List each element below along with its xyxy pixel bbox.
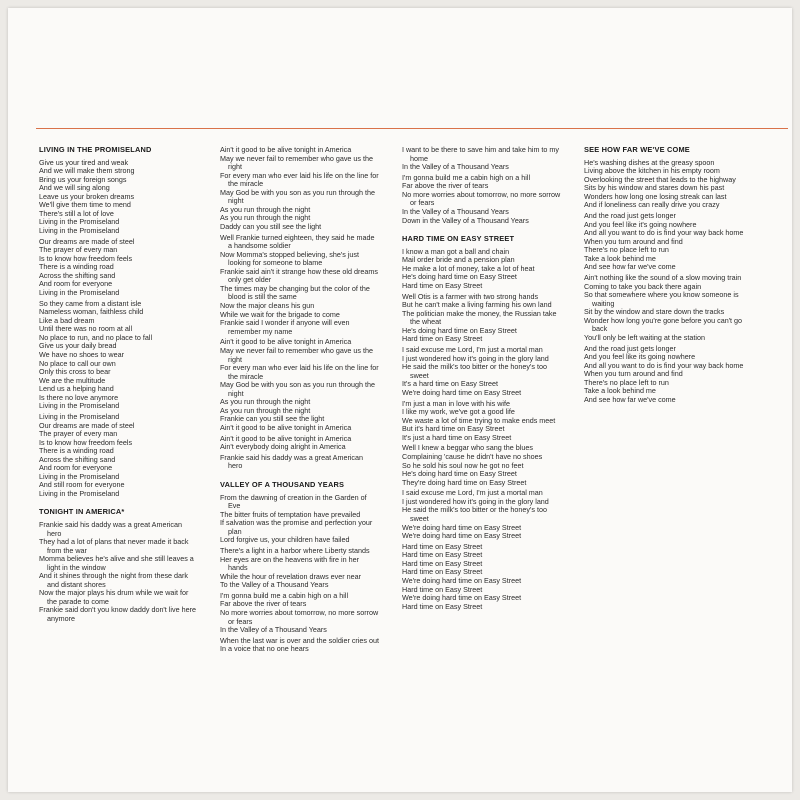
lyric-line: Ain't nothing like the sound of a slow moving train xyxy=(584,273,742,283)
lyric-line: Living in the Promiseland xyxy=(39,217,120,227)
lyrics-page xyxy=(8,8,792,792)
lyric-line: home xyxy=(410,153,428,163)
lyric-line: Living in the Promiseland xyxy=(39,488,120,498)
lyric-line: We'll give them time to mend xyxy=(39,200,131,210)
lyric-line: Lord forgive us, your children have failed xyxy=(220,535,350,545)
lyric-line: I want to be there to save him and take him to my xyxy=(402,145,560,154)
lyrics-column-3 xyxy=(402,146,588,613)
lyric-line: Eve xyxy=(228,501,241,511)
lyric-line: And we will make them strong xyxy=(39,166,135,176)
lyric-line: He said the milk's too bitter or the honey's too xyxy=(402,505,547,515)
lyric-line: Complaining 'cause he didn't have no shoes xyxy=(402,451,543,461)
lyric-line: While we wait for the brigade to come xyxy=(220,309,340,319)
lyric-line: In the Valley of a Thousand Years xyxy=(402,207,509,217)
lyric-line: I just wondered how it's going in the glory land xyxy=(402,353,549,363)
lyric-line: Sits by his window and stares down his past xyxy=(584,183,725,193)
lyric-line: We're doing hard time on Easy Street xyxy=(402,522,522,532)
lyric-line: We are the multitude xyxy=(39,375,106,385)
stanza xyxy=(402,146,588,172)
lyric-line: As you run through the night xyxy=(220,204,311,214)
lyric-line: only get older xyxy=(228,275,272,285)
lyric-line: Wonders how long one losing streak can last xyxy=(584,191,727,201)
lyric-line: Ain't it good to be alive tonight in America xyxy=(220,145,352,154)
lyric-line: Hard time on Easy Street xyxy=(402,567,483,577)
lyric-line: Across the shifting sand xyxy=(39,270,116,280)
lyric-line: So that somewhere where you know someone is xyxy=(584,290,739,300)
lyric-line: For every man who ever laid his life on the line for xyxy=(220,363,379,373)
stanza xyxy=(402,400,588,443)
lyric-line: We have no shoes to wear xyxy=(39,349,124,359)
lyric-line: No more worries about tomorrow, no more sorrow xyxy=(220,608,379,618)
song-title: VALLEY OF A THOUSAND YEARS xyxy=(220,479,345,489)
lyric-line: Daddy can you still see the light xyxy=(220,221,322,231)
lyric-line: Well Otis is a farmer with two strong hands xyxy=(402,291,539,301)
lyric-line: and distant shores xyxy=(47,579,106,589)
lyric-line: Now the major plays his drum while we wait for xyxy=(39,588,189,598)
lyric-line: We're doing hard time on Easy Street xyxy=(402,593,522,603)
lyric-line: Frankie can you still see the light xyxy=(220,414,325,424)
lyric-line: or fears xyxy=(410,198,435,208)
lyric-line: Down in the Valley of a Thousand Years xyxy=(402,215,529,225)
lyric-line: He said the milk's too bitter or the honey's too xyxy=(402,362,547,372)
stanza xyxy=(220,547,400,590)
lyric-line: I'm gonna build me a cabin high on a hill xyxy=(220,590,349,600)
lyric-line: hero xyxy=(47,528,62,538)
lyric-line: And all you want to do is find your way back home xyxy=(584,360,744,370)
lyric-line: Hard time on Easy Street xyxy=(402,541,483,551)
stanza xyxy=(402,174,588,225)
lyric-line: We're doing hard time on Easy Street xyxy=(402,387,522,397)
lyric-line: Living in the Promiseland xyxy=(39,471,120,481)
lyric-line: In the Valley of a Thousand Years xyxy=(220,625,327,635)
stanza xyxy=(220,234,400,337)
lyric-line: The times may be changing but the color of the xyxy=(220,283,370,293)
lyric-line: The prayer of every man xyxy=(39,429,118,439)
lyric-line: We waste a lot of time trying to make ends meet xyxy=(402,415,556,425)
lyric-line: They had a lot of plans that never made it back xyxy=(39,537,189,547)
lyric-line: And you feel like its going nowhere xyxy=(584,352,696,362)
lyric-line: looking for someone to blame xyxy=(228,258,323,268)
lyric-line: Hard time on Easy Street xyxy=(402,601,483,611)
lyric-line: There is a winding road xyxy=(39,446,114,456)
lyric-line: I just wondered how it's going in the glory land xyxy=(402,496,549,506)
lyric-line: From the dawning of creation in the Garden of xyxy=(220,492,367,502)
lyric-line: For every man who ever laid his life on the line for xyxy=(220,170,379,180)
lyric-line: Frankie said his daddy was a great American xyxy=(39,519,183,529)
song-title: LIVING IN THE PROMISELAND xyxy=(39,145,152,154)
song-section xyxy=(220,481,400,654)
lyric-line: Across the shifting sand xyxy=(39,454,116,464)
lyric-line: a handsome soldier xyxy=(228,241,291,251)
stanza xyxy=(220,146,400,231)
lyric-line: Give us your daily bread xyxy=(39,341,117,351)
lyric-line: And the road just gets longer xyxy=(584,343,676,353)
stanza xyxy=(402,489,588,540)
lyric-line: He's washing dishes at the greasy spoon xyxy=(584,157,715,167)
lyric-line: the miracle xyxy=(228,179,264,189)
header-rule xyxy=(36,128,788,129)
lyric-line: Is to know how freedom feels xyxy=(39,253,133,263)
lyric-line: Ain't it good to be alive tonight in America xyxy=(220,422,352,432)
lyric-line: back xyxy=(592,324,608,334)
lyric-line: When you turn around and find xyxy=(584,236,683,246)
lyric-line: It's just a hard time on Easy Street xyxy=(402,432,512,442)
lyric-line: Sit by the window and stare down the tracks xyxy=(584,307,725,317)
lyric-line: Take a look behind me xyxy=(584,386,656,396)
lyric-line: The bitter fruits of temptation have prevailed xyxy=(220,509,361,519)
stanza xyxy=(584,159,788,210)
lyric-line: He's doing hard time on Easy Street xyxy=(402,272,517,282)
lyric-line: And the road just gets longer xyxy=(584,211,676,221)
lyric-line: hands xyxy=(228,563,248,573)
lyric-line: Frankie said his daddy was a great American xyxy=(220,452,364,462)
lyric-line: And we will sing along xyxy=(39,183,110,193)
stanza xyxy=(220,338,400,432)
stanza xyxy=(402,543,588,611)
lyric-line: So they came from a distant isle xyxy=(39,298,142,308)
lyric-line: May God be with you son as you run through the xyxy=(220,380,376,390)
lyric-line: Living in the Promiseland xyxy=(39,401,120,411)
lyric-line: Bring us your foreign songs xyxy=(39,174,127,184)
stanza xyxy=(39,159,217,236)
lyric-line: Take a look behind me xyxy=(584,253,656,263)
lyric-line: And room for everyone xyxy=(39,463,113,473)
lyric-line: But it's hard time on Easy Street xyxy=(402,424,505,434)
stanza xyxy=(220,637,400,654)
lyric-line: The politician make the money, the Russian take xyxy=(402,308,557,318)
lyric-line: I know a man got a ball and chain xyxy=(402,246,510,256)
lyric-line: or fears xyxy=(228,616,253,626)
lyric-line: I'm just a man in love with his wife xyxy=(402,398,511,408)
song-section xyxy=(39,508,217,623)
lyric-line: May we never fail to remember who gave us the xyxy=(220,153,374,163)
lyric-line: Hard time on Easy Street xyxy=(402,334,483,344)
lyric-line: He make a lot of money, take a lot of heat xyxy=(402,263,535,273)
lyric-line: Far above the river of tears xyxy=(220,599,307,609)
lyric-line: No place to call our own xyxy=(39,358,116,368)
stanza xyxy=(584,212,788,272)
lyric-line: May we never fail to remember who gave us the xyxy=(220,345,374,355)
lyric-line: Living above the kitchen in his empty room xyxy=(584,166,720,176)
stanza xyxy=(584,345,788,405)
lyric-line: We're doing hard time on Easy Street xyxy=(402,531,522,541)
lyric-line: the miracle xyxy=(228,371,264,381)
lyric-line: As you run through the night xyxy=(220,213,311,223)
lyric-line: the wheat xyxy=(410,317,442,327)
lyric-line: blood is still the same xyxy=(228,292,297,302)
lyric-line: Ain't everybody doing alright in America xyxy=(220,442,346,452)
lyric-line: Hard time on Easy Street xyxy=(402,550,483,560)
lyric-line: It's a hard time on Easy Street xyxy=(402,379,499,389)
song-section xyxy=(402,235,588,611)
lyric-line: If salvation was the promise and perfection your xyxy=(220,518,373,528)
lyric-line: I'm gonna build me a cabin high on a hill xyxy=(402,172,531,182)
lyric-line: Well Frankie turned eighteen, they said he made xyxy=(220,232,375,242)
lyric-line: Is there no love anymore xyxy=(39,392,119,402)
song-section xyxy=(39,146,217,498)
lyric-line: But he can't make a living farming his own land xyxy=(402,300,552,310)
lyric-line: And all you want to do is find your way back home xyxy=(584,228,744,238)
stanza xyxy=(402,444,588,487)
stanza xyxy=(402,293,588,344)
lyric-line: While the hour of revelation draws ever near xyxy=(220,571,362,581)
lyric-line: He's doing hard time on Easy Street xyxy=(402,325,517,335)
lyric-line: There's no place left to run xyxy=(584,377,669,387)
lyric-line: Our dreams are made of steel xyxy=(39,236,135,246)
lyric-line: Give us your tired and weak xyxy=(39,157,129,167)
lyric-line: No place to run, and no place to fall xyxy=(39,332,153,342)
stanza xyxy=(39,238,217,298)
lyric-line: We're doing hard time on Easy Street xyxy=(402,576,522,586)
lyric-line: I said excuse me Lord, I'm just a mortal man xyxy=(402,488,543,498)
stanza xyxy=(220,454,400,471)
stanza xyxy=(220,494,400,545)
lyric-line: Coming to take you back there again xyxy=(584,281,702,291)
song-section xyxy=(220,146,400,471)
lyric-line: the parade to come xyxy=(47,596,109,606)
lyric-line: Well I knew a beggar who sang the blues xyxy=(402,443,533,453)
lyric-line: To the Valley of a Thousand Years xyxy=(220,580,329,590)
lyric-line: plan xyxy=(228,526,242,536)
lyric-line: light in the window xyxy=(47,562,106,572)
lyric-line: Mail order bride and a pension plan xyxy=(402,255,515,265)
lyric-line: And still room for everyone xyxy=(39,480,125,490)
lyric-line: Frankie said ain't it strange how these old dreams xyxy=(220,266,378,276)
lyric-line: sweet xyxy=(410,370,429,380)
lyric-line: As you run through the night xyxy=(220,405,311,415)
lyric-line: And room for everyone xyxy=(39,279,113,289)
stanza xyxy=(402,346,588,397)
song-section xyxy=(402,146,588,225)
lyric-line: Nameless woman, faithless child xyxy=(39,307,144,317)
stanza xyxy=(220,435,400,452)
stanza xyxy=(584,274,788,342)
lyric-line: He's doing hard time on Easy Street xyxy=(402,469,517,479)
lyric-line: And you feel like it's going nowhere xyxy=(584,219,697,229)
song-section xyxy=(584,146,788,404)
song-title: TONIGHT IN AMERICA* xyxy=(39,507,125,517)
lyric-line: sweet xyxy=(410,514,429,523)
stanza xyxy=(402,248,588,291)
lyric-line: Hard time on Easy Street xyxy=(402,280,483,290)
lyric-line: And it shines through the night from these dark xyxy=(39,571,189,581)
lyric-line: Is to know how freedom feels xyxy=(39,437,133,447)
song-title: HARD TIME ON EASY STREET xyxy=(402,234,515,244)
lyric-line: Now the major cleans his gun xyxy=(220,301,315,311)
lyric-line: When the last war is over and the soldier cries out xyxy=(220,635,379,645)
lyric-line: Wonder how long you're gone before you can't go xyxy=(584,315,743,325)
lyric-line: As you run through the night xyxy=(220,397,311,407)
lyric-line: Her eyes are on the heavens with fire in her xyxy=(220,554,360,564)
lyric-line: Our dreams are made of steel xyxy=(39,420,135,430)
lyric-line: Leave us your broken dreams xyxy=(39,191,135,201)
lyric-line: Hard time on Easy Street xyxy=(402,558,483,568)
lyric-line: Ain't it good to be alive tonight in America xyxy=(220,337,352,347)
lyric-line: Momma believes he's alive and she still leaves a xyxy=(39,554,194,564)
lyric-line: Living in the Promiseland xyxy=(39,287,120,297)
lyric-line: When you turn around and find xyxy=(584,369,683,379)
lyric-line: So he sold his soul now he got no feet xyxy=(402,460,524,470)
lyric-line: right xyxy=(228,354,242,364)
lyric-line: Living in the Promiseland xyxy=(39,411,120,421)
lyric-line: right xyxy=(228,162,242,172)
lyric-line: Now Momma's stopped believing, she's just xyxy=(220,249,359,259)
lyric-line: Overlooking the street that leads to the highway xyxy=(584,174,736,184)
lyric-line: They're doing hard time on Easy Street xyxy=(402,477,527,487)
lyric-line: And if loneliness can really drive you crazy xyxy=(584,200,720,210)
lyric-line: Living in the Promiseland xyxy=(39,225,120,235)
lyrics-column-2 xyxy=(220,146,400,656)
lyric-line: Frankie said don't you know daddy don't live here xyxy=(39,605,196,615)
lyric-line: In a voice that no one hears xyxy=(220,644,309,654)
stanza xyxy=(220,592,400,635)
song-title: SEE HOW FAR WE'VE COME xyxy=(584,145,690,154)
lyric-line: Ain't it good to be alive tonight in America xyxy=(220,433,352,443)
lyric-line: In the Valley of a Thousand Years xyxy=(402,162,509,172)
lyric-line: Far above the river of tears xyxy=(402,181,489,191)
lyric-line: Lend us a helping hand xyxy=(39,384,114,394)
lyrics-column-4 xyxy=(584,146,788,407)
lyric-line: And see how far we've come xyxy=(584,262,676,272)
stanza xyxy=(39,413,217,498)
stanza xyxy=(39,300,217,411)
lyrics-column-1 xyxy=(39,146,217,626)
lyric-line: May God be with you son as you run through the xyxy=(220,187,376,197)
lyric-line: I like my work, we've got a good life xyxy=(402,407,515,417)
lyric-line: You'll only be left waiting at the station xyxy=(584,332,705,342)
stanza xyxy=(39,521,217,624)
lyric-line: remember my name xyxy=(228,326,293,336)
lyric-line: Until there was no room at all xyxy=(39,324,133,334)
lyric-line: There's still a lot of love xyxy=(39,208,114,218)
lyric-line: I said excuse me Lord, I'm just a mortal man xyxy=(402,345,543,355)
lyric-line: night xyxy=(228,196,244,206)
lyric-line: There's no place left to run xyxy=(584,245,669,255)
lyric-line: Frankie said I wonder if anyone will even xyxy=(220,318,350,328)
lyric-line: There is a winding road xyxy=(39,262,114,272)
lyric-line: The prayer of every man xyxy=(39,245,118,255)
lyric-line: No more worries about tomorrow, no more sorrow xyxy=(402,189,561,199)
lyric-line: There's a light in a harbor where Liberty stands xyxy=(220,546,370,555)
lyric-line: anymore xyxy=(47,614,75,623)
lyric-line: night xyxy=(228,388,244,398)
lyric-line: And see how far we've come xyxy=(584,394,676,404)
lyric-line: waiting xyxy=(592,298,615,308)
lyric-line: Like a bad dream xyxy=(39,315,95,325)
lyric-line: hero xyxy=(228,461,243,471)
lyric-line: from the war xyxy=(47,545,87,555)
lyric-line: Hard time on Easy Street xyxy=(402,584,483,594)
lyric-line: Only this cross to bear xyxy=(39,367,111,377)
